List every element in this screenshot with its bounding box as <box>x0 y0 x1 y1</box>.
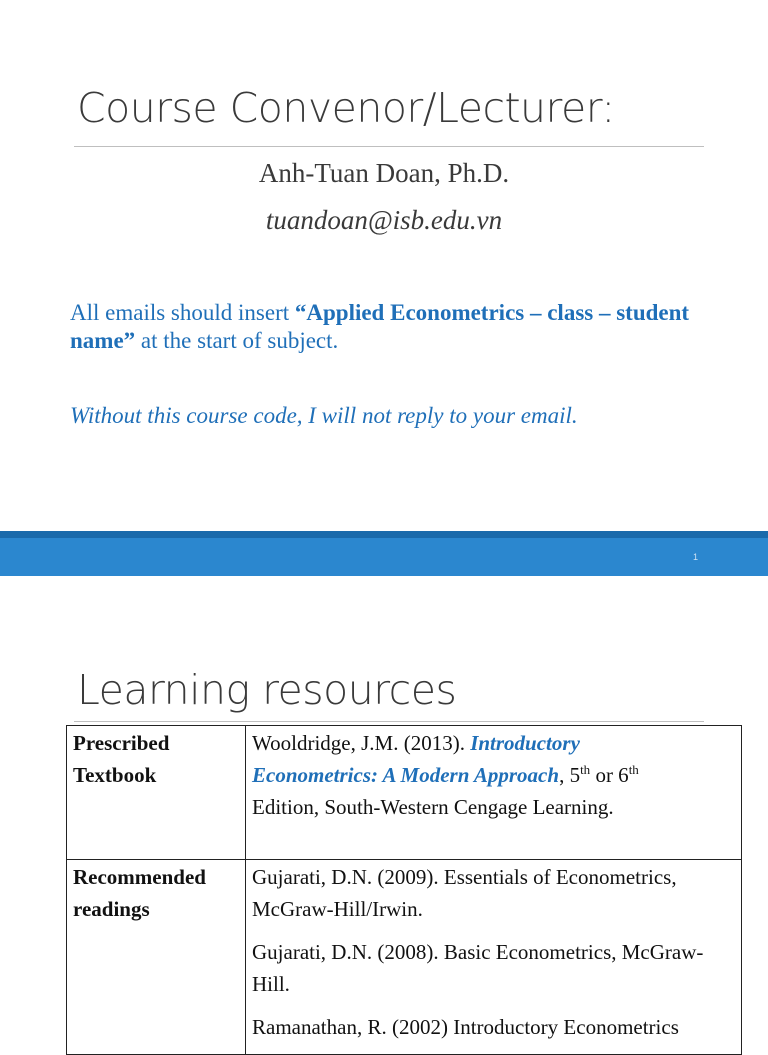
email-note-prefix: All emails should insert <box>70 300 295 325</box>
title-divider <box>74 146 704 147</box>
slide-number: 1 <box>692 552 698 562</box>
resources-table <box>66 725 742 1055</box>
edition-sup-1: th <box>580 762 591 777</box>
lecturer-name: Anh-Tuan Doan, Ph.D. <box>258 158 510 188</box>
textbook-author: Wooldridge, J.M. (2013). <box>252 731 471 755</box>
slide-learning-resources <box>0 576 768 1039</box>
reading-item: Gujarati, D.N. (2009). Essentials of Econometrics, McGraw-Hill/Irwin. <box>252 865 677 921</box>
edition-sup-2: th <box>628 762 639 777</box>
slide-title: Learning resources <box>77 666 457 714</box>
reading-item: Gujarati, D.N. (2008). Basic Econometrics, McGraw-Hill. <box>252 940 704 996</box>
table-row-prescribed <box>67 726 742 860</box>
title-divider <box>74 721 704 722</box>
slide-footer-band <box>0 531 768 576</box>
edition-prefix: , 5 <box>559 763 581 787</box>
textbook-title-part1: Introductory <box>470 731 580 755</box>
email-note-highlight: “Applied Econometrics – class – student name” <box>70 300 690 353</box>
textbook-publisher: Edition, South-Western Cengage Learning. <box>252 795 614 819</box>
recommended-label: Recommended readings <box>67 860 246 1055</box>
reply-warning: Without this course code, I will not reply to your email. <box>70 403 578 428</box>
textbook-title-part2: Econometrics: A Modern Approach <box>252 763 560 787</box>
lecturer-email: tuandoan@isb.edu.vn <box>265 205 503 235</box>
prescribed-label: Prescribed Textbook <box>67 726 246 860</box>
table-row-recommended <box>67 860 742 1055</box>
email-subject-note <box>70 299 710 355</box>
email-note-suffix: at the start of subject. <box>135 328 339 353</box>
slide-title: Course Convenor/Lecturer: <box>77 84 615 132</box>
reading-item: Ramanathan, R. (2002) Introductory Econometrics <box>252 1015 679 1039</box>
edition-or: or 6 <box>590 763 629 787</box>
prescribed-textbook-cell <box>246 726 742 860</box>
footer-band-stripe <box>0 531 768 538</box>
recommended-readings-cell <box>246 860 742 1055</box>
